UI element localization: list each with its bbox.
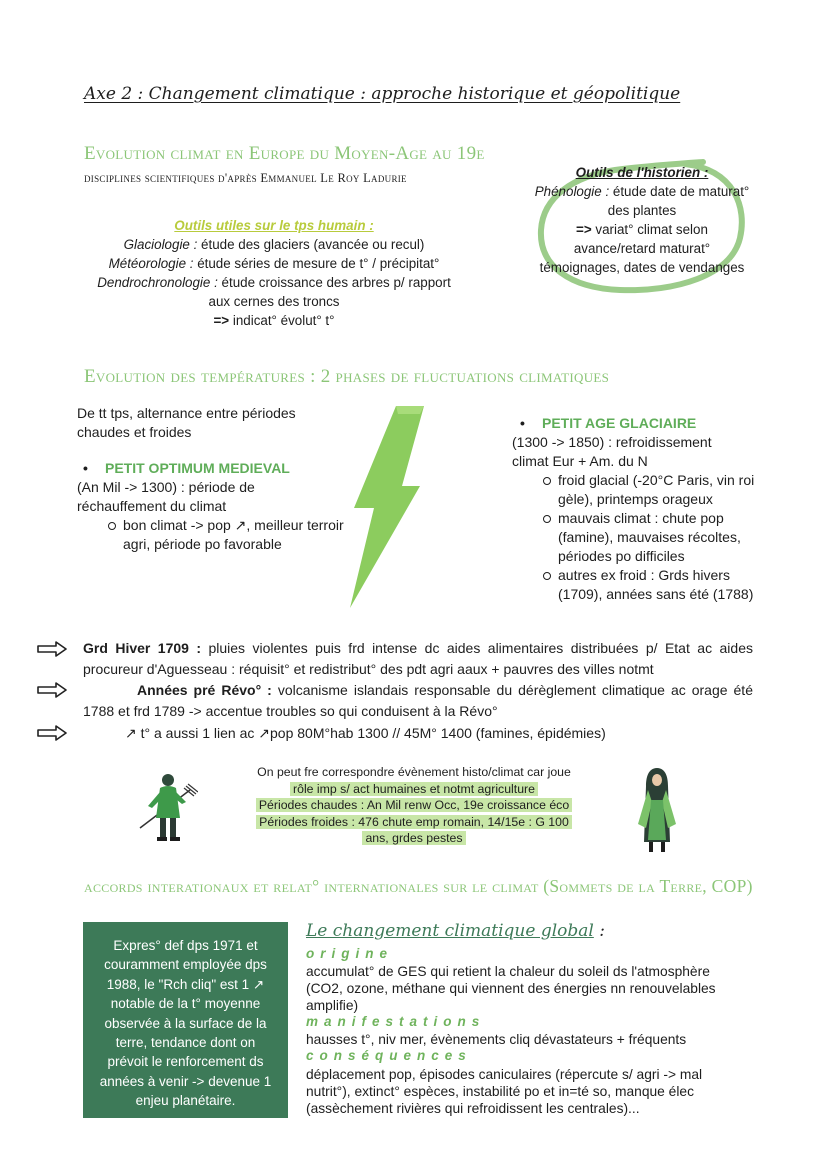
phenology-line: Phénologie : étude date de maturat° (534, 184, 750, 199)
arrow-right-icon (37, 725, 67, 741)
note-line: On peut fre correspondre évènement histo/climat car joue (257, 765, 571, 779)
note-line: Périodes chaudes : An Mil renw Occ, 19e croissance éco (252, 797, 576, 814)
paragraph-grand-hiver: Grd Hiver 1709 : pluies violentes puis frd intense dc aides alimentaires distribuées p/ Etat ac aides procureur d'Aguesseau : réquisit° et redistribut° des pdt agri aaux + pauvres des villes notmt (83, 640, 753, 677)
pom-list (77, 516, 347, 554)
pag-description: (1300 -> 1850) : refroidissement climat Eur + Am. du N (512, 434, 712, 469)
phenology-line-5: témoignages, dates de vendanges (539, 260, 745, 275)
peasant-with-pitchfork-illustration (138, 770, 198, 846)
dendrochronology-line: Dendrochronologie : étude croissance des arbres p/ rapport (97, 275, 451, 290)
lightning-bolt-icon (344, 404, 426, 610)
consequences-heading: conséquences (306, 1048, 472, 1063)
dendrochronology-line-2: aux cernes des troncs (208, 294, 340, 309)
phenology-line-4: avance/retard maturat° (573, 241, 711, 256)
manifestations-text: hausses t°, niv mer, évènements cliq dévastateurs + fréquents (306, 1032, 687, 1047)
pom-description: (An Mil -> 1300) : période de réchauffement du climat (77, 479, 255, 514)
consequences-text: déplacement pop, épisodes caniculaires (répercute s/ agri -> mal nutrit°), extinct° espèces, instabilité po et in=té so, manque élec (assèchement rivières qui refroidissent les centrales)... (306, 1067, 703, 1116)
list-item: mauvais climat : chute pop (famine), mauvaises récoltes, périodes po difficiles (512, 509, 772, 566)
pag-list (512, 471, 772, 604)
paragraph-pre-revo: Années pré Révo° : volcanisme islandais responsable du dérèglement climatique ac orage été 1788 et frd 1789 -> accentue troubles so qui conduisent à la Révo° (83, 682, 753, 719)
list-item: bon climat -> pop ↗, meilleur terroir agri, période po favorable (77, 516, 347, 554)
cloaked-woman-illustration (634, 766, 680, 854)
temperatures-intro: De tt tps, alternance entre périodes chaudes et froides (77, 405, 296, 440)
list-item: froid glacial (-20°C Paris, vin roi gèle), printemps orageux (512, 471, 772, 509)
tools-historian-heading: Outils de l'historien : (575, 165, 709, 180)
section-title-temperatures: Evolution des températures : 2 phases de fluctuations climatiques (84, 366, 610, 387)
paragraph-population: ↗ t° a aussi 1 lien ac ↗pop 80M°hab 1300 // 45M° 1400 (famines, épidémies) (125, 725, 606, 741)
origine-heading: origine (306, 946, 394, 961)
arrow-right-icon (37, 641, 67, 657)
note-line: Périodes froides : 476 chute emp romain, 14/15e : G 100 (252, 814, 576, 831)
pag-heading: • PETIT AGE GLACIAIRE (520, 415, 697, 431)
section-title-international-accords: accords interationaux et relat° internationales sur le climat (Sommets de la Terre, COP) (84, 876, 753, 896)
section-title-climate-evolution: Evolution climat en Europe du Moyen-Age au 19e (84, 143, 485, 164)
conclusion-line: => indicat° évolut° t° (213, 313, 335, 328)
list-item: autres ex froid : Grds hivers (1709), années sans été (1788) (512, 566, 772, 604)
pom-heading: • PETIT OPTIMUM MEDIEVAL (83, 460, 290, 476)
highlighted-note (252, 764, 576, 847)
glaciology-line: Glaciologie : étude des glaciers (avancée ou recul) (123, 237, 425, 252)
phenology-line-2: des plantes (607, 203, 677, 218)
definition-box: Expres° def dps 1971 et couramment employée dps 1988, le "Rch cliq" est 1 ↗ notable de la t° moyenne observée à la surface de la terre, tendance dont on prévoit le renforcement ds années à venir -> devenue 1 enjeu planétaire. (83, 922, 288, 1118)
phenology-line-3: => variat° climat selon (576, 222, 708, 237)
global-change-heading: Le changement climatique global : (306, 921, 605, 941)
tools-historian-block (518, 163, 766, 277)
tools-human-block (80, 216, 468, 330)
page-title: Axe 2 : Changement climatique : approche historique et géopolitique (84, 84, 681, 104)
origine-text: accumulat° de GES qui retient la chaleur du soleil ds l'atmosphère (CO2, ozone, méthane qui viennent des énergies nn renouvelables amplifie) (306, 964, 716, 1013)
arrow-right-icon (37, 682, 67, 698)
note-line: ans, grdes pestes (252, 830, 576, 847)
section-subtitle: disciplines scientifiques d'après Emmanuel Le Roy Ladurie (84, 171, 407, 185)
tools-human-heading: Outils utiles sur le tps humain : (174, 218, 374, 233)
meteorology-line: Météorologie : étude séries de mesure de t° / précipitat° (108, 256, 440, 271)
note-line: rôle imp s/ act humaines et notmt agriculture (252, 781, 576, 798)
manifestations-heading: manifestations (306, 1014, 486, 1029)
